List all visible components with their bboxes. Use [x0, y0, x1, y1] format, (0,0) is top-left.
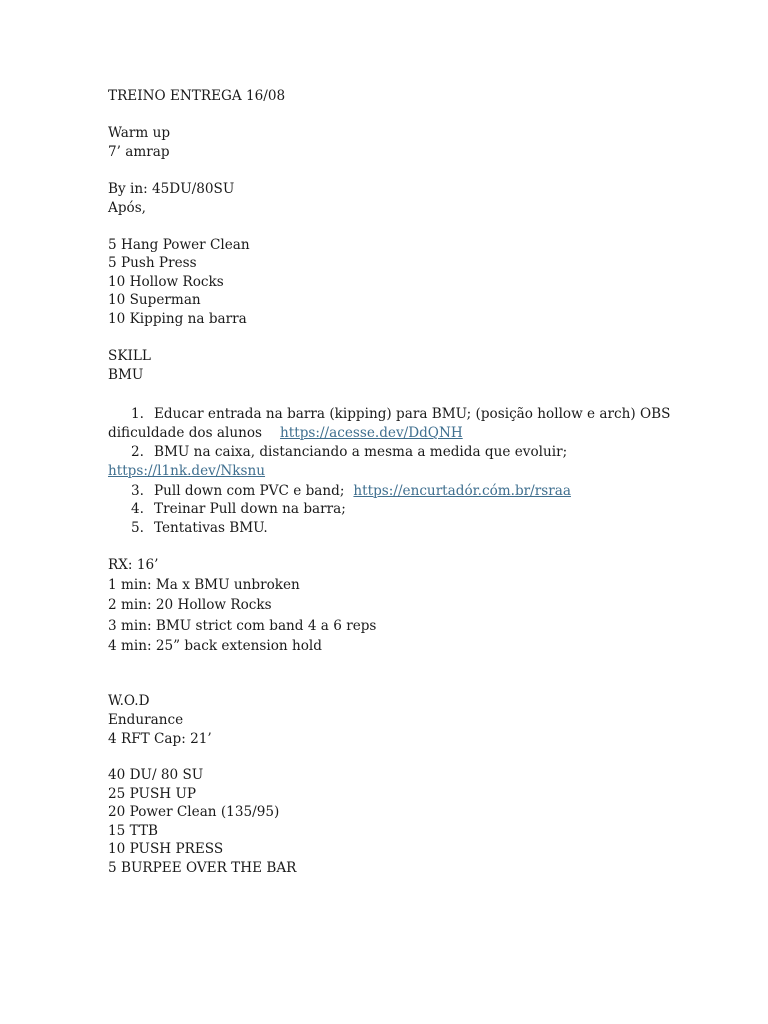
rx-item: 1 min: Ma x BMU unbroken: [108, 577, 300, 593]
wod-type: Endurance: [108, 712, 184, 728]
rx-item: 2 min: 20 Hollow Rocks: [108, 597, 272, 613]
wod-item: 20 Power Clean (135/95): [108, 804, 280, 820]
step-number: 2.: [131, 444, 144, 460]
step-text: Tentativas BMU.: [154, 520, 268, 536]
skill-name: BMU: [108, 367, 144, 383]
skill-step: [131, 519, 268, 537]
warmup-buy-in: By in: 45DU/80SU: [108, 181, 235, 197]
step-text: Educar entrada na barra (kipping) para BMU; (posição hollow e arch) OBS: [154, 406, 671, 422]
wod-item: 15 TTB: [108, 823, 158, 839]
step-text: dificuldade dos alunos: [108, 425, 263, 441]
step-number: 1.: [131, 406, 144, 422]
skill-step: [131, 405, 670, 423]
skill-step: [131, 500, 346, 518]
warmup-exercise: 10 Hollow Rocks: [108, 274, 224, 290]
step-number: 4.: [131, 501, 144, 517]
step-number: 3.: [131, 483, 144, 499]
warmup-after: Após,: [108, 200, 147, 216]
rx-item: 3 min: BMU strict com band 4 a 6 reps: [108, 618, 377, 634]
skill-heading: SKILL: [108, 348, 151, 364]
warmup-exercise: 10 Kipping na barra: [108, 311, 247, 327]
wod-item: 25 PUSH UP: [108, 786, 197, 802]
step-text: Pull down com PVC e band;: [154, 483, 345, 499]
wod-item: 5 BURPEE OVER THE BAR: [108, 860, 297, 876]
wod-item: 10 PUSH PRESS: [108, 841, 224, 857]
warmup-exercise: 5 Hang Power Clean: [108, 237, 250, 253]
step-text: Treinar Pull down na barra;: [154, 501, 346, 517]
warmup-exercise: 5 Push Press: [108, 255, 197, 271]
step-link[interactable]: https://l1nk.dev/Nksnu: [108, 463, 266, 479]
step-link[interactable]: https://encurtadór.cóm.br/rsraa: [353, 483, 571, 499]
step-link[interactable]: https://acesse.dev/DdQNH: [280, 425, 463, 441]
skill-step: [131, 482, 571, 500]
step-number: 5.: [131, 520, 144, 536]
skill-step-continuation: [108, 462, 265, 480]
document-title: TREINO ENTREGA 16/08: [108, 88, 286, 104]
rx-item: 4 min: 25” back extension hold: [108, 638, 322, 654]
skill-step: [131, 443, 567, 461]
skill-step-continuation: [108, 424, 463, 442]
wod-item: 40 DU/ 80 SU: [108, 767, 204, 783]
wod-format: 4 RFT Cap: 21’: [108, 731, 212, 747]
rx-heading: RX: 16’: [108, 557, 159, 573]
warmup-heading: Warm up: [108, 125, 171, 141]
warmup-format: 7’ amrap: [108, 144, 170, 160]
step-text: BMU na caixa, distanciando a mesma a medida que evoluir;: [154, 444, 568, 460]
warmup-exercise: 10 Superman: [108, 292, 201, 308]
wod-heading: W.O.D: [108, 693, 150, 709]
